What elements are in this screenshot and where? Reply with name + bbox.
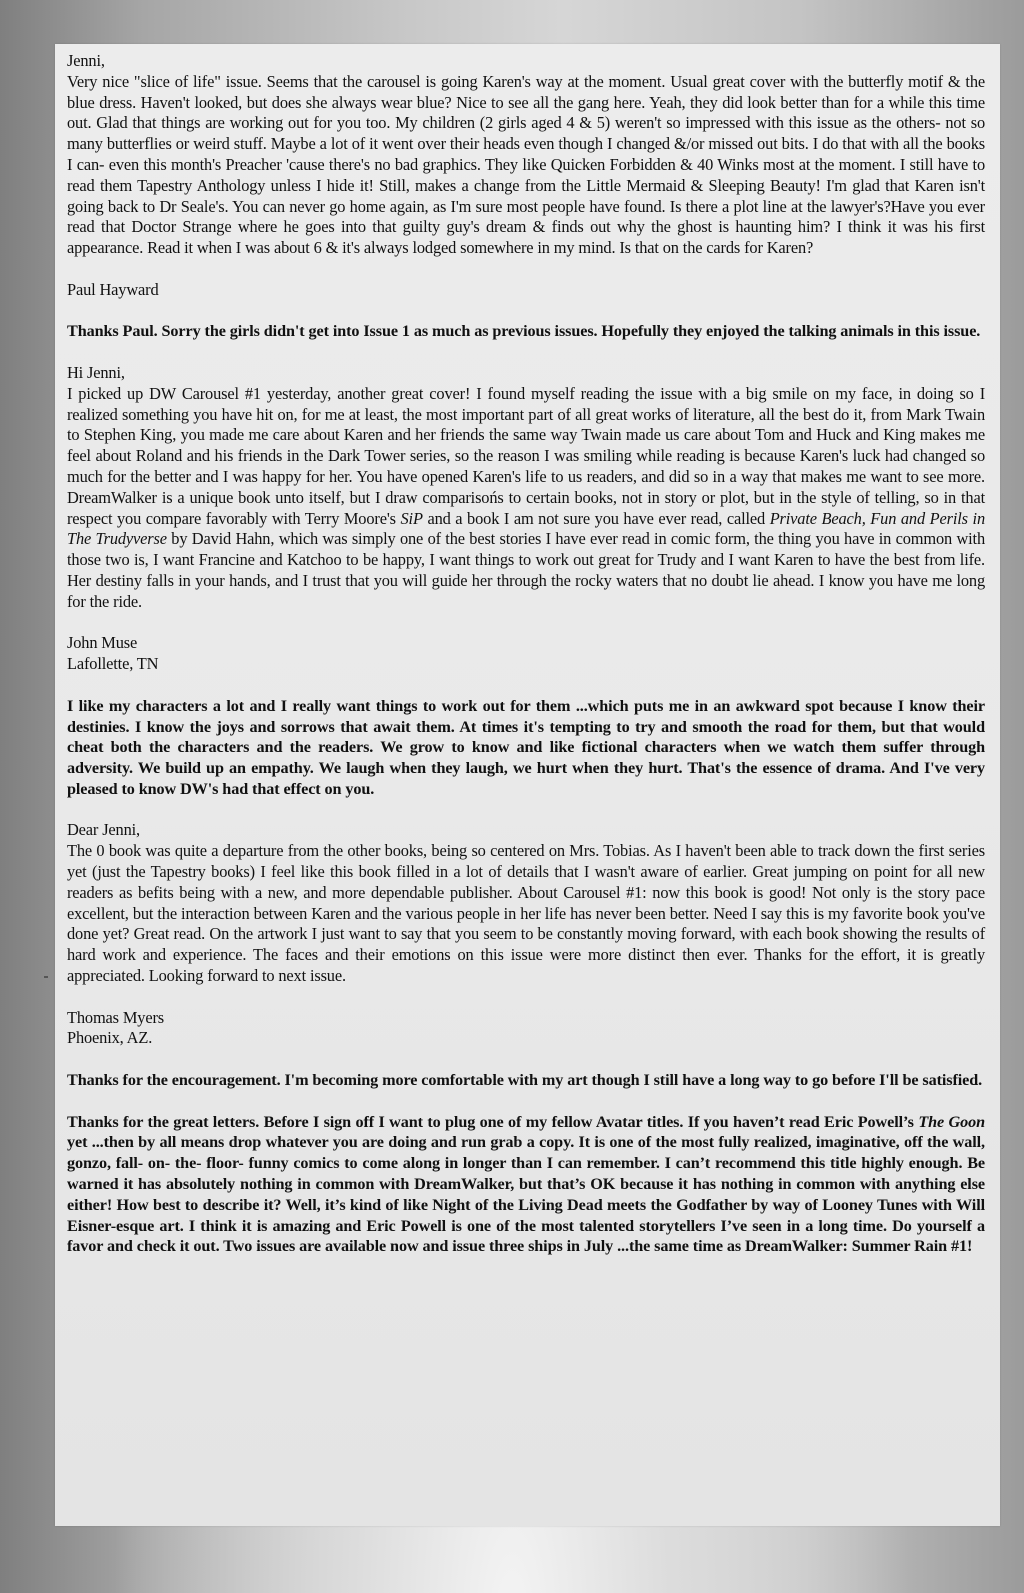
closing-part2: yet ...then by all means drop whatever you are doing and run grab a copy. It is one of the most fully realized, imaginative, off the wall, gonzo, fall- on- the- floor- funny comics to come along in longer than I can remember. I can’t recommend this title highly enough. Be warned it has absolutely nothing in common with DreamWalker, but that’s OK because it has nothing in common with anything else either! How best to describe it? Well, it’s kind of like Night of the Living Dead meets the Godfather by way of Looney Tunes with Will Eisner-esque art. I think it is amazing and Eric Powell is one of the most talented storytellers I’ve seen in a long time. Do yourself a favor and check it out. Two issues are available now and issue three ships in July ...the same time as DreamWalker: Summer Rain #1! [67, 1133, 985, 1256]
page-edge-mark [44, 976, 48, 978]
closing-note [67, 1112, 985, 1258]
letter-2-body-part2: and a book I am not sure you have ever read, called [422, 508, 770, 528]
letter-3-reply: Thanks for the encouragement. I'm becoming more comfortable with my art though I still have a long way to go before I'll be satisfied. [67, 1071, 983, 1090]
letter-2-text [67, 363, 985, 613]
letter-1-text [67, 51, 985, 259]
letter-1-body: Very nice "slice of life" issue. Seems that the carousel is going Karen's way at the moment. Usual great cover with the butterfly motif & the blue dress. Haven't looked, but does she always wear blue? Nice to see all the gang here. Yeah, they did look better than for a while this time out. Glad that things are working out for you too. My children (2 girls aged 4 & 5) weren't so impressed with this issue as the others- not so many butterflies or weird stuff. Maybe a lot of it went over their heads even though I changed &/or missed out bits. I do that with all the books I can- even this month's Preacher 'cause there's no bad graphics. They like Quicken Forbidden & 40 Winks most at the moment. I still have to read them Tapestry Anthology unless I hide it! Still, makes a change from the Little Mermaid & Sleeping Beauty! I'm glad that Karen isn't going back to Dr Seale's. You can never go home again, as I'm sure most people have found. Is there a plot line at the lawyer's?Have you ever read that Doctor Strange where he goes into that guilty guy's dream & finds out why the ghost is haunting him? I think it was his first appearance. Read it when I was about 6 & it's always lodged somewhere in my mind. Is that on the cards for Karen? [67, 71, 985, 258]
letter-3-signature-name: Thomas Myers [67, 1007, 164, 1027]
letter-2-body-part1: I picked up DW Carousel #1 yesterday, another great cover! I found myself reading the issue with a big smile on my face, in doing so I realized something you have hit on, for me at least, the most important part of all great works of literature, all the best do it, from Mark Twain to Stephen King, you made me care about Karen and her friends the same way Twain made us care about Tom and Huck and King makes me feel about Roland and his friends in the Dark Tower series, so the reason I was smiling while reading is because Karen's luck had changed so much for the better and I was happy for her. You have opened Karen's life to us readers, and did so in a way that makes me want to see more. DreamWalker is a unique book unto itself, but I draw comparisońs to certain books, not in story or plot, but in the style of telling, so in that respect you compare favorably with Terry Moore's [67, 383, 985, 528]
letter-1-signature: Paul Hayward [67, 279, 159, 299]
letter-3-signature [67, 1008, 985, 1050]
private-beach-title: Private Beach, Fun and Perils in The Trudyverse [67, 508, 985, 549]
letter-2-signature [67, 633, 985, 675]
letter-3-signature-location: Phoenix, AZ. [67, 1028, 153, 1048]
letter-2-signature-name: John Muse [67, 633, 138, 653]
letter-2-signature-location: Lafollette, TN [67, 654, 159, 674]
letter-paul-hayward [67, 51, 985, 342]
letter-3-body: The 0 book was quite a departure from the other books, being so centered on Mrs. Tobias. As I haven't been able to track down the first series yet (just the Tapestry books) I feel like this book filled in a lot of details that I wasn't aware of earlier. Great jumping on point for all new readers as befits being with a new, and more dependable publisher. About Carousel #1: now this book is good! Not only is the story pace excellent, but the interaction between Karen and the various people in her life has never been better. Need I say this is my favorite book you've done yet? Great read. On the artwork I just want to say that you seem to be constantly moving forward, with each book showing the results of hard work and experience. The faces and their emotions on this issue were more distinct then ever. Thanks for the effort, it is greatly appreciated. Looking forward to next issue. [67, 841, 985, 986]
letters-column [67, 51, 985, 1257]
sip-title: SiP [400, 508, 423, 528]
letter-john-muse [67, 363, 985, 800]
closing-part1: Thanks for the great letters. Before I sign off I want to plug one of my fellow Avatar titles. If you haven’t read Eric Powell’s [67, 1112, 919, 1131]
letter-1-reply: Thanks Paul. Sorry the girls didn't get into Issue 1 as much as previous issues. Hopefully they enjoyed the talking animals in this issue. [67, 322, 981, 341]
letter-3-text [67, 820, 985, 986]
letter-2-body-part3: by David Hahn, which was simply one of the best stories I have ever read in comic form, the thing you have in common with those two is, I want Francine and Katchoo to be happy, I want things to work out great for Trudy and I want Karen to have the best from life. Her destiny falls in your hands, and I trust that you will guide her through the rocky waters that no doubt lie ahead. I know you have me long for the ride. [67, 529, 985, 611]
letter-3-salutation: Dear Jenni, [67, 820, 140, 840]
letter-thomas-myers [67, 820, 985, 1090]
letter-2-reply: I like my characters a lot and I really want things to work out for them ...which puts me in an awkward spot because I know their destinies. I know the joys and sorrows that await them. At times it's tempting to try and smooth the road for them, but that would cheat both the characters and the readers. We grow to know and like fictional characters when we watch them suffer through adversity. We build up an empathy. We laugh when they laugh, we hurt when they hurt. That's the essence of drama. And I've very pleased to know DW's had that effect on you. [67, 696, 985, 798]
letter-1-salutation: Jenni, [67, 51, 105, 70]
the-goon-title: The Goon [918, 1112, 985, 1131]
letter-2-salutation: Hi Jenni, [67, 362, 125, 382]
